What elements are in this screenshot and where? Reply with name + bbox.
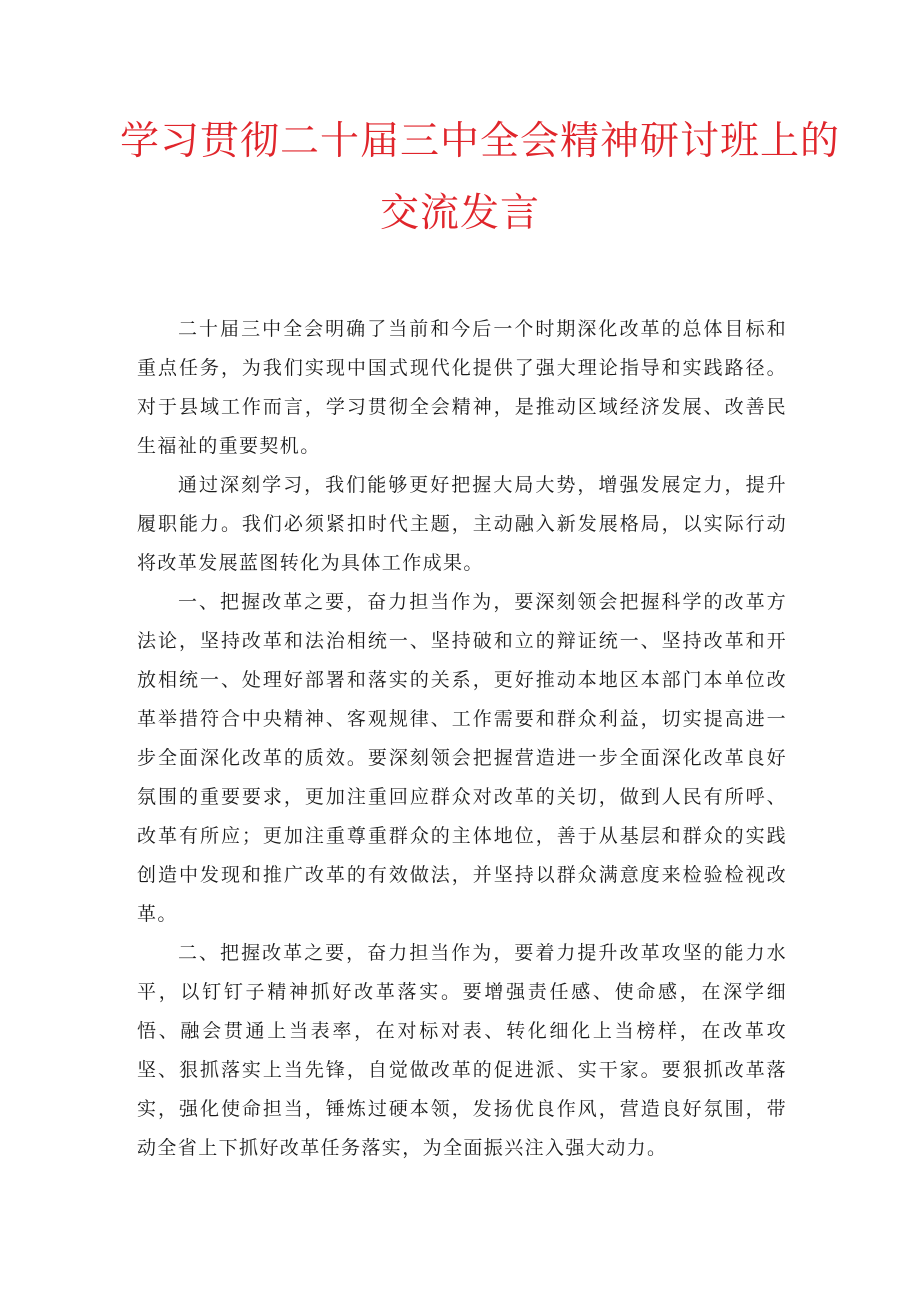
paragraph-section-one: 一、把握改革之要，奋力担当作为，要深刻领会把握科学的改革方法论，坚持改革和法治相统一、坚持破和立的辩证统一、坚持改革和开放相统一、处理好部署和落实的关系，更好推动本地区本部门本单位改革举措符合中央精神、客观规律、工作需要和群众利益，切实提高进一步全面深化改革的质效。要深刻领会把握营造进一步全面深化改革良好氛围的重要要求，更加注重回应群众对改革的关切，做到人民有所呼、改革有所应；更加注重尊重群众的主体地位，善于从基层和群众的实践创造中发现和推广改革的有效做法，并坚持以群众满意度来检验检视改革。 [137,591,787,925]
title-line-1: 学习贯彻二十届三中全会精神研讨班上的 [120,119,841,164]
document-title [120,106,841,250]
paragraph-section-two: 二、把握改革之要，奋力担当作为，要着力提升改革攻坚的能力水平，以钉钉子精神抓好改革落实。要增强责任感、使命感，在深学细悟、融会贯通上当表率，在对标对表、转化细化上当榜样，在改革攻坚、狠抓落实上当先锋，自觉做改革的促进派、实干家。要狠抓改革落实，强化使命担当，锤炼过硬本领，发扬优良作风，营造良好氛围，带动全省上下抓好改革任务落实，为全面振兴注入强大动力。 [137,942,787,1159]
paragraph-intro: 二十届三中全会明确了当前和今后一个时期深化改革的总体目标和重点任务，为我们实现中国式现代化提供了强大理论指导和实践路径。对于县域工作而言，学习贯彻全会精神，是推动区域经济发展、改善民生福祉的重要契机。 [137,318,787,457]
paragraph-learning: 通过深刻学习，我们能够更好把握大局大势，增强发展定力，提升履职能力。我们必须紧扣时代主题，主动融入新发展格局，以实际行动将改革发展蓝图转化为具体工作成果。 [137,474,787,574]
title-line-2: 交流发言 [379,191,540,236]
document-body [137,310,787,1168]
